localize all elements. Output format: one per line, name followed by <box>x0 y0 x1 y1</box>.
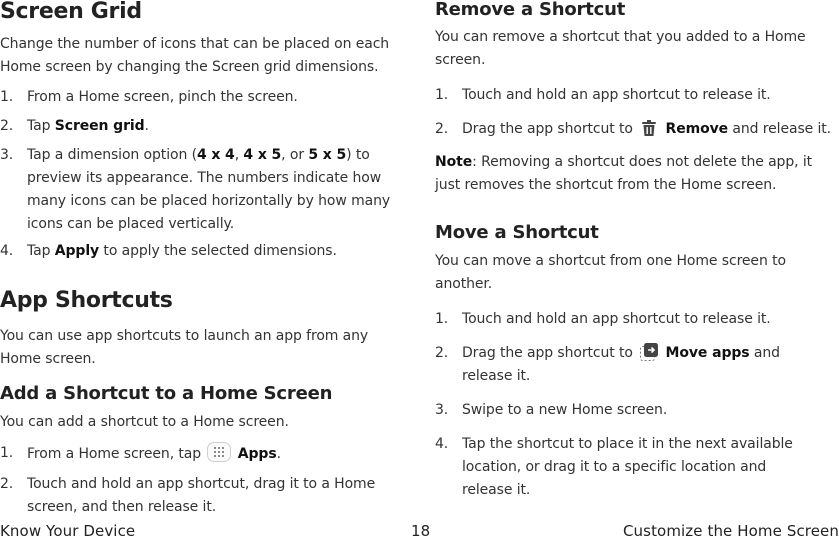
move-shortcut-heading: Move a Shortcut <box>435 222 599 243</box>
screen-grid-step-3: 3. Tap a dimension option (4 x 4, 4 x 5, or 5 x 5) to preview its appearance. The numbers indicate how many icons can be placed horizontally by how many icons can be placed vertically. <box>0 147 391 232</box>
screen-grid-intro-line-2: Home screen by changing the Screen grid dimensions. <box>0 59 379 75</box>
move-shortcut-step-1: 1. Touch and hold an app shortcut to release it. <box>435 311 771 327</box>
grid-option-4x4: 4 x 4 <box>196 147 235 163</box>
remove-shortcut-step-2: 2. Drag the app shortcut to Remove and release it. <box>435 118 839 141</box>
apply-label: Apply <box>54 243 100 259</box>
page-number: 18 <box>411 522 431 540</box>
remove-shortcut-intro-line-2: screen. <box>435 52 486 68</box>
remove-label: Remove <box>665 121 729 137</box>
trash-icon <box>639 118 659 138</box>
grid-option-5x5: 5 x 5 <box>308 147 347 163</box>
add-shortcut-step-2: 2. Touch and hold an app shortcut, drag it to a Home screen, and then release it. <box>0 476 376 515</box>
move-shortcut-intro-line-1: You can move a shortcut from one Home screen to <box>435 253 786 269</box>
remove-note-line-1: Note: Removing a shortcut does not delete the app, it <box>435 154 813 170</box>
remove-shortcut-heading: Remove a Shortcut <box>435 0 626 20</box>
note-label: Note <box>435 154 473 170</box>
footer-section: Customize the Home Screen <box>622 522 839 540</box>
add-shortcut-intro: You can add a shortcut to a Home screen. <box>0 414 289 430</box>
move-apps-icon <box>639 342 659 362</box>
screen-grid-step-4: 4. Tap Apply to apply the selected dimensions. <box>0 243 337 259</box>
move-apps-label: Move apps <box>665 345 750 361</box>
move-shortcut-step-2: 2. Drag the app shortcut to Move apps and release it. <box>435 342 839 388</box>
footer-chapter: Know Your Device <box>0 522 136 540</box>
apps-grid-icon <box>207 442 231 462</box>
move-shortcut-step-3: 3. Swipe to a new Home screen. <box>435 402 668 418</box>
app-shortcuts-intro-line-2: Home screen. <box>0 351 96 367</box>
screen-grid-intro-line-1: Change the number of icons that can be placed on each <box>0 36 390 52</box>
apps-label: Apps <box>237 446 277 462</box>
move-shortcut-step-4: 4. Tap the shortcut to place it in the next available location, or drag it to a specific location and release it. <box>435 436 793 498</box>
move-shortcut-intro-line-2: another. <box>435 276 493 292</box>
add-shortcut-heading: Add a Shortcut to a Home Screen <box>0 383 333 404</box>
app-shortcuts-intro-line-1: You can use app shortcuts to launch an app from any <box>0 328 369 344</box>
app-shortcuts-heading: App Shortcuts <box>0 288 173 313</box>
screen-grid-step-1: 1. From a Home screen, pinch the screen. <box>0 89 298 105</box>
screen-grid-heading: Screen Grid <box>0 0 142 24</box>
remove-note-line-2: just removes the shortcut from the Home screen. <box>435 177 777 193</box>
remove-shortcut-intro-line-1: You can remove a shortcut that you added to a Home <box>435 29 806 45</box>
grid-option-4x5: 4 x 5 <box>243 147 282 163</box>
remove-shortcut-step-1: 1. Touch and hold an app shortcut to release it. <box>435 87 771 103</box>
screen-grid-label: Screen grid <box>54 118 145 134</box>
add-shortcut-step-1: 1. From a Home screen, tap Apps. <box>0 442 410 466</box>
screen-grid-step-2: 2. Tap Screen grid. <box>0 118 149 134</box>
